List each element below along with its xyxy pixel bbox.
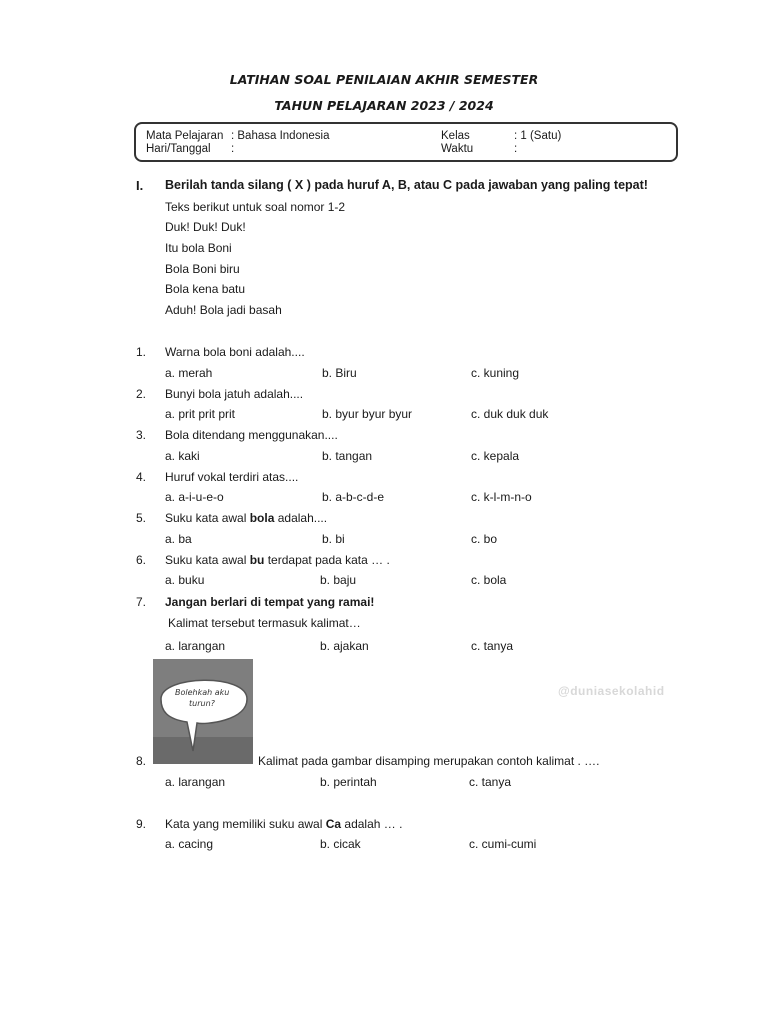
section-number: I. [136,178,144,193]
question-number: 9. [136,817,147,831]
question-text-post: terdapat pada kata … . [264,553,390,567]
option-b: b. byur byur byur [322,407,413,421]
option-b: b. perintah [320,775,377,789]
question-text: Bola ditendang menggunakan.... [165,428,338,442]
option-c: c. kuning [471,366,520,380]
speech-bubble-picture [153,659,253,764]
option-a: a. prit prit prit [165,407,236,421]
option-b: b. tangan [322,449,373,463]
passage-line: Itu bola Boni [165,241,232,255]
question-number: 5. [136,511,147,525]
speech-bubble-icon [153,659,253,764]
passage-line: Duk! Duk! Duk! [165,220,246,234]
option-c: c. tanya [471,639,514,653]
option-c: c. tanya [469,775,512,789]
question-text-post: adalah.... [274,511,328,525]
question-text-bold: bu [249,553,265,567]
subject-value: : Bahasa Indonesia [231,130,330,142]
question-text: Kalimat pada gambar disamping merupakan contoh kalimat . …. [258,754,600,768]
question-number: 7. [136,595,147,609]
option-a: a. buku [165,573,205,587]
section-instruction: Berilah tanda silang ( X ) pada huruf A, B, atau C pada jawaban yang paling tepat! [165,178,648,192]
option-c: c. duk duk duk [471,407,549,421]
day-value: : [231,143,235,155]
time-label: Waktu [441,143,474,155]
question-text-pre: Suku kata awal [165,553,250,567]
question-text [165,553,390,567]
option-c: c. cumi-cumi [469,837,537,851]
option-a: a. merah [165,366,213,380]
question-text-bold: bola [249,511,275,525]
class-label: Kelas [441,130,470,142]
option-c: c. bo [471,532,498,546]
question-text [165,817,402,831]
passage-line: Teks berikut untuk soal nomor 1-2 [165,200,346,214]
option-c: c. k-l-m-n-o [471,490,532,504]
option-c: c. kepala [471,449,520,463]
time-value: : [514,143,518,155]
bubble-text-line1: Bolehkah aku [175,688,230,697]
passage-line: Bola Boni biru [165,262,240,276]
question-text: Bunyi bola jatuh adalah.... [165,387,304,401]
subject-label: Mata Pelajaran [146,130,224,142]
question-text [165,511,327,525]
question-text: Warna bola boni adalah.... [165,345,305,359]
option-b: b. cicak [320,837,361,851]
option-a: a. ba [165,532,192,546]
option-a: a. larangan [165,639,226,653]
option-a: a. larangan [165,775,226,789]
info-box [134,122,678,162]
question-text: Huruf vokal terdiri atas.... [165,470,299,484]
option-b: b. a-b-c-d-e [322,490,385,504]
question-text-pre: Kata yang memiliki suku awal [165,817,326,831]
option-c: c. bola [471,573,507,587]
option-b: b. bi [322,532,345,546]
question-number: 8. [136,754,147,768]
question-text: Jangan berlari di tempat yang ramai! [165,595,375,609]
day-label: Hari/Tanggal [146,143,211,155]
title-line-2: TAHUN PELAJARAN 2023 / 2024 [274,98,494,113]
option-b: b. ajakan [320,639,369,653]
passage-line: Bola kena batu [165,282,246,296]
question-text-bold: Ca [325,817,342,831]
class-value: : 1 (Satu) [514,130,562,142]
question-number: 4. [136,470,147,484]
option-a: a. a-i-u-e-o [165,490,224,504]
question-text-post: adalah … . [341,817,403,831]
watermark: @duniasekolahid [558,684,665,698]
question-subtext: Kalimat tersebut termasuk kalimat… [168,616,361,630]
question-number: 2. [136,387,147,401]
option-a: a. kaki [165,449,200,463]
title-line-1: LATIHAN SOAL PENILAIAN AKHIR SEMESTER [229,72,539,87]
question-number: 3. [136,428,147,442]
option-a: a. cacing [165,837,214,851]
question-number: 1. [136,345,147,359]
bubble-text-line2: turun? [189,699,215,708]
passage-line: Aduh! Bola jadi basah [165,303,282,317]
option-b: b. baju [320,573,357,587]
question-text-pre: Suku kata awal [165,511,250,525]
question-number: 6. [136,553,147,567]
option-b: b. Biru [322,366,357,380]
